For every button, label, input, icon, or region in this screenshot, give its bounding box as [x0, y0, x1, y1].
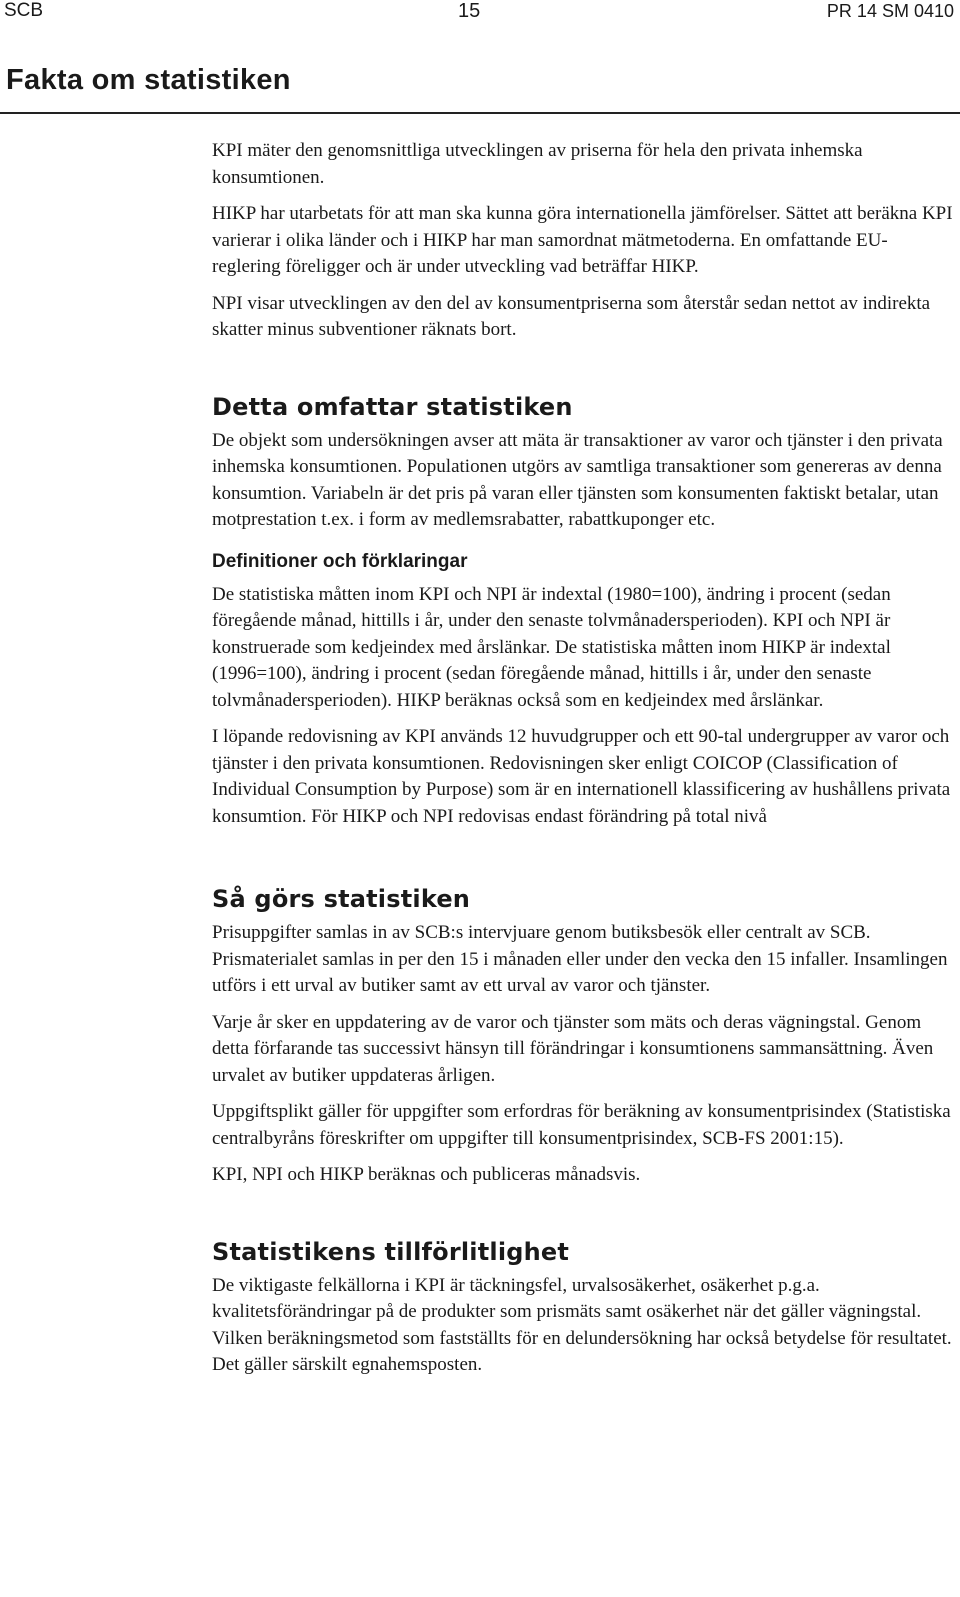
method-paragraph-publication: KPI, NPI och HIKP beräknas och publiceras månadsvis.	[212, 1164, 641, 1185]
definitions-paragraph-groups: I löpande redovisning av KPI används 12 huvudgrupper och ett 90-tal undergrupper av varor och tjänster i den privata konsumtionen. Redovisningen sker enligt COICOP (Classification of Individual Consumption by Purpose) som är en internationell klassificering av hushållens privata konsumtion. För HIKP och NPI redovisas endast förändring på total nivå	[212, 726, 951, 827]
spacer	[212, 1189, 954, 1235]
header-page-number: 15	[458, 0, 481, 22]
main-content	[212, 138, 954, 1379]
intro-paragraph-npi: NPI visar utvecklingen av den del av konsumentpriserna som återstår sedan nettot av indirekta skatter minus subventioner räknats bort.	[212, 292, 931, 340]
section-heading-method: Så görs statistiken	[212, 885, 471, 913]
section-heading-definitions: Definitioner och förklaringar	[212, 550, 468, 572]
section-heading-reliability: Statistikens tillförlitlighet	[212, 1237, 570, 1266]
page-title: Fakta om statistiken	[6, 64, 291, 96]
method-paragraph-obligation: Uppgiftsplikt gäller för uppgifter som erfordras för beräkning av konsumentprisindex (Statistiska centralbyråns föreskrifter om uppgifter till konsumentprisindex, SCB-FS 2001:15).	[212, 1101, 951, 1149]
intro-paragraph-hikp: HIKP har utarbetats för att man ska kunna göra internationella jämförelser. Sättet att beräkna KPI varierar i olika länder och i HIKP har man samordnat mätmetoderna. En omfattande EU-reglering föreligger och är under utveckling vad beträffar HIKP.	[212, 203, 953, 277]
section-heading-scope: Detta omfattar statistiken	[212, 392, 573, 421]
reliability-paragraph: De viktigaste felkällorna i KPI är täckningsfel, urvalsosäkerhet, osäkerhet p.g.a. kvalitetsförändringar på de produkter som prismäts samt osäkerhet när det gäller vägningstal. Vilken beräkningsmetod som fastställts för en delundersökning har också betydelse för resultatet. Det gäller särskilt egnahemsposten.	[212, 1274, 952, 1375]
spacer	[212, 830, 954, 882]
title-rule	[0, 112, 960, 114]
method-paragraph-collection: Prisuppgifter samlas in av SCB:s intervjuare genom butiksbesök eller centralt av SCB. Prismaterialet samlas in per den 15 i månaden eller under den vecka den 15 infaller. Insamlingen utförs i ett urval av butiker samt av ett urval av varor och tjänster.	[212, 922, 948, 996]
scope-paragraph: De objekt som undersökningen avser att mäta är transaktioner av varor och tjänster i den privata inhemska konsumtionen. Populationen utgörs av samtliga transaktioner som genereras av denna konsumtion. Variabeln är det pris på varan eller tjänsten som konsumenten faktiskt betalar, utan motprestation t.ex. i form av medlemsrabatter, rabattkuponger etc.	[212, 429, 943, 530]
header-org: SCB	[4, 0, 44, 21]
header-doc-code: PR 14 SM 0410	[826, 1, 954, 21]
method-paragraph-update: Varje år sker en uppdatering av de varor och tjänster som mäts och deras vägningstal. Genom detta förfarande tas successivt hänsyn till förändringar i konsumtionens sammansättning. Även urvalet av butiker uppdateras årligen.	[212, 1011, 934, 1086]
intro-paragraph-kpi: KPI mäter den genomsnittliga utvecklingen av priserna för hela den privata inhemska konsumtionen.	[212, 140, 863, 188]
spacer	[212, 344, 954, 390]
definitions-paragraph-measures: De statistiska måtten inom KPI och NPI är indextal (1980=100), ändring i procent (sedan föregående månad, hittills i år, under den senaste tolvmånadersperioden). KPI och NPI är konstruerade som kedjeindex med årslänkar. De statistiska måtten inom HIKP är indextal (1996=100), ändring i procent (sedan föregående månad, hittills i år, under den senaste tolvmånadersperioden). HIKP beräknas också som en kedjeindex med årslänkar.	[212, 583, 891, 711]
page-header	[0, 0, 960, 30]
